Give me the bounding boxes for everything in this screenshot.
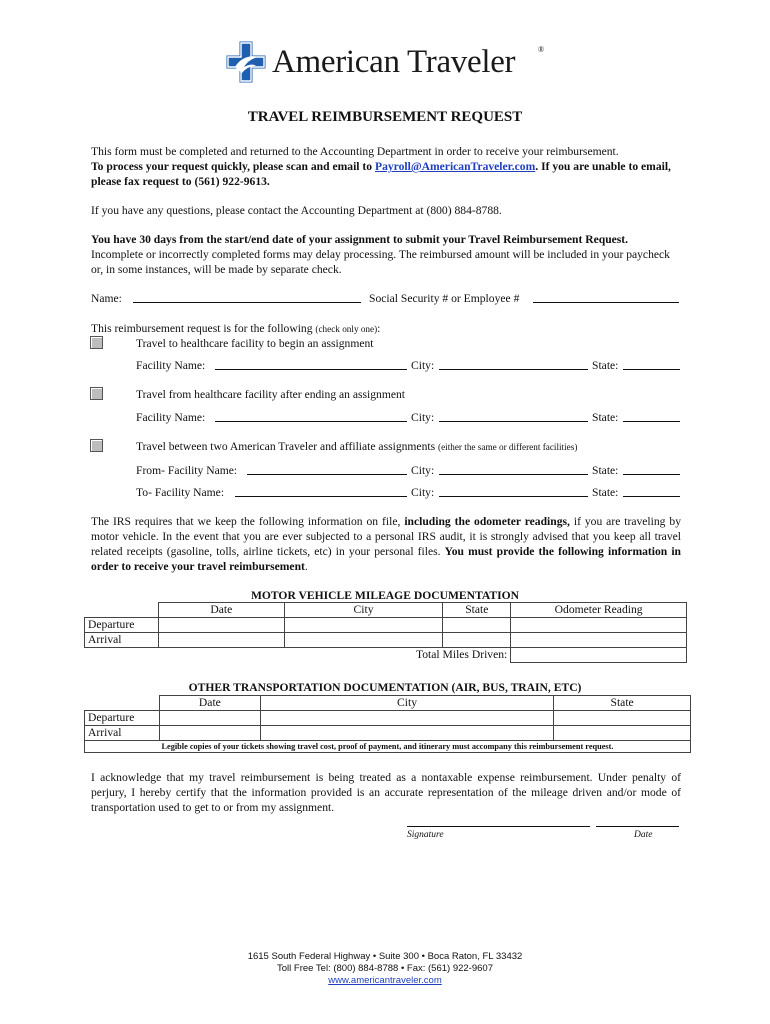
irs-bold-1: including the odometer readings, <box>404 515 570 528</box>
option-1-checkbox[interactable] <box>90 336 103 349</box>
ssn-field[interactable] <box>533 290 679 303</box>
from-state-field[interactable] <box>623 462 680 475</box>
departure-state-cell[interactable] <box>443 618 511 633</box>
other-departure-state-cell[interactable] <box>554 711 691 726</box>
other-section-title: OTHER TRANSPORTATION DOCUMENTATION (AIR, BUS, TRAIN, ETC) <box>188 681 582 694</box>
name-field[interactable] <box>133 290 361 303</box>
mileage-section-title: MOTOR VEHICLE MILEAGE DOCUMENTATION <box>250 589 520 602</box>
table-row <box>85 726 691 741</box>
deadline-rest: Incomplete or incorrectly completed forms may delay processing. The reimbursed amount will be included in your paycheck or, in some instances, will be made by separate check. <box>91 248 670 276</box>
mileage-table <box>84 602 687 663</box>
logo-wordmark: American Traveler <box>272 44 516 80</box>
irs-text-1: The IRS requires that we keep the following information on file, <box>91 515 405 528</box>
options-intro-note: (check only one) <box>315 324 378 334</box>
departure-city-cell[interactable] <box>284 618 443 633</box>
irs-end: . <box>304 560 308 573</box>
other-header-date: Date <box>159 696 260 711</box>
mileage-header-state: State <box>443 603 511 618</box>
to-city-field[interactable] <box>439 484 588 497</box>
other-header-row <box>85 696 691 711</box>
other-arrival-date-cell[interactable] <box>159 726 260 741</box>
ticket-note-row <box>85 741 691 753</box>
intro-instructions: To process your request quickly, please scan and email to <box>91 160 375 173</box>
table-row <box>85 618 687 633</box>
options-intro-colon: : <box>377 322 381 335</box>
city-label: City: <box>411 486 435 499</box>
option-2-state-field[interactable] <box>623 409 680 422</box>
mileage-total-row <box>85 648 687 663</box>
intro-fax: . If you are unable to email, please fax request to (561) 922-9613. <box>91 160 671 188</box>
other-arrival-city-cell[interactable] <box>260 726 553 741</box>
state-label: State: <box>592 411 619 424</box>
total-miles-label: Total Miles Driven: <box>85 648 511 663</box>
footer-address: 1615 South Federal Highway • Suite 300 • Boca Raton, FL 33432 <box>247 951 523 962</box>
irs-bold-2: You must provide the following information in order to receive your travel reimbursement <box>91 545 681 573</box>
arrival-date-cell[interactable] <box>158 633 284 648</box>
option-3-label-text: Travel between two American Traveler and affiliate assignments <box>136 440 439 453</box>
intro-paragraph <box>91 144 681 189</box>
intro-line: This form must be completed and returned to the Accounting Department in order to receive your reimbursement. <box>91 145 619 158</box>
option-3-label <box>136 439 577 455</box>
form-title: TRAVEL REIMBURSEMENT REQUEST <box>247 109 523 125</box>
mileage-row-label: Arrival <box>85 633 159 648</box>
questions-text: If you have any questions, please contact the Accounting Department at (800) 884-8788. <box>91 204 502 217</box>
city-label: City: <box>411 359 435 372</box>
mileage-row-label: Departure <box>85 618 159 633</box>
option-1-facility-field[interactable] <box>215 357 407 370</box>
to-facility-field[interactable] <box>235 484 407 497</box>
irs-paragraph <box>91 514 681 574</box>
other-row-label: Departure <box>85 711 160 726</box>
from-facility-field[interactable] <box>247 462 407 475</box>
mileage-header-odometer: Odometer Reading <box>511 603 687 618</box>
option-3-checkbox[interactable] <box>90 439 103 452</box>
option-2-checkbox[interactable] <box>90 387 103 400</box>
table-row <box>85 633 687 648</box>
from-city-field[interactable] <box>439 462 588 475</box>
cross-logo-icon <box>225 40 267 84</box>
mileage-header-row <box>85 603 687 618</box>
footer-website-link[interactable]: www.americantraveler.com <box>328 975 442 986</box>
state-label: State: <box>592 464 619 477</box>
other-departure-city-cell[interactable] <box>260 711 553 726</box>
other-header-state: State <box>554 696 691 711</box>
date-line[interactable] <box>596 826 679 827</box>
state-label: State: <box>592 486 619 499</box>
table-row <box>85 711 691 726</box>
option-2-facility-field[interactable] <box>215 409 407 422</box>
mileage-corner-cell <box>85 603 159 618</box>
name-label: Name: <box>91 292 122 305</box>
mileage-header-date: Date <box>158 603 284 618</box>
option-1-label: Travel to healthcare facility to begin an assignment <box>136 337 374 350</box>
state-label: State: <box>592 359 619 372</box>
other-corner-cell <box>85 696 160 711</box>
other-header-city: City <box>260 696 553 711</box>
ticket-note: Legible copies of your tickets showing travel cost, proof of payment, and itinerary must accompany this reimbursement request. <box>85 741 691 753</box>
option-1-state-field[interactable] <box>623 357 680 370</box>
total-miles-cell[interactable] <box>511 648 687 663</box>
mileage-header-city: City <box>284 603 443 618</box>
to-facility-label: To- Facility Name: <box>136 486 225 499</box>
arrival-odometer-cell[interactable] <box>511 633 687 648</box>
facility-name-label: Facility Name: <box>136 411 206 424</box>
facility-name-label: Facility Name: <box>136 359 206 372</box>
other-row-label: Arrival <box>85 726 160 741</box>
option-3-note: (either the same or different facilities) <box>438 442 578 452</box>
departure-date-cell[interactable] <box>158 618 284 633</box>
city-label: City: <box>411 411 435 424</box>
signature-line[interactable] <box>407 826 590 827</box>
departure-odometer-cell[interactable] <box>511 618 687 633</box>
option-1-city-field[interactable] <box>439 357 588 370</box>
other-arrival-state-cell[interactable] <box>554 726 691 741</box>
options-intro-text: This reimbursement request is for the following <box>91 322 316 335</box>
acknowledgement-paragraph: I acknowledge that my travel reimbursement is being treated as a nontaxable expense reimbursement. Under penalty of perjury, I hereby certify that the information provided is an accurate representation of the mileage driven and/or mode of transportation used to get to or from my assignment. <box>91 771 681 814</box>
deadline-paragraph <box>91 232 681 277</box>
arrival-city-cell[interactable] <box>284 633 443 648</box>
from-facility-label: From- Facility Name: <box>136 464 238 477</box>
signature-label: Signature <box>407 830 444 840</box>
footer-phones: Toll Free Tel: (800) 884-8788 • Fax: (561) 922-9607 <box>277 963 493 974</box>
irs-text-2: if you are traveling by motor vehicle. In the event that you are ever subjected to a personal IRS audit, it is strongly advised that you keep all travel related receipts (gasoline, tolls, airline tickets, etc) in your personal files. <box>91 515 681 558</box>
other-departure-date-cell[interactable] <box>159 711 260 726</box>
deadline-bold: You have 30 days from the start/end date of your assignment to submit your Travel Reimbursement Request. <box>91 233 629 246</box>
registered-mark: ® <box>538 45 545 54</box>
option-2-city-field[interactable] <box>439 409 588 422</box>
payroll-email-link[interactable]: Payroll@AmericanTraveler.com <box>374 160 536 173</box>
options-intro <box>91 321 380 337</box>
option-2-label: Travel from healthcare facility after ending an assignment <box>136 388 406 401</box>
city-label: City: <box>411 464 435 477</box>
other-transport-table <box>84 695 691 753</box>
date-label: Date <box>634 830 653 840</box>
ssn-label: Social Security # or Employee # <box>369 292 520 305</box>
arrival-state-cell[interactable] <box>443 633 511 648</box>
footer <box>0 951 770 987</box>
to-state-field[interactable] <box>623 484 680 497</box>
